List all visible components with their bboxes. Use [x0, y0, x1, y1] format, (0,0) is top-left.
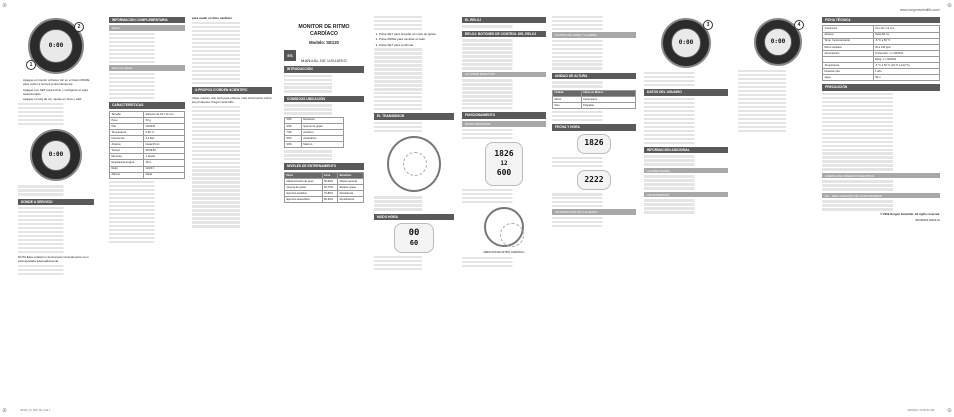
section-heading: UNIDAD DE ALTURA [552, 73, 636, 79]
manual-title: MONITOR DE RITMO CARDÍACO [298, 24, 350, 38]
column-7 [552, 14, 636, 403]
table-cell: 1 sesión [144, 154, 185, 160]
table-cell: Mejora general [338, 179, 364, 185]
table-cell: 30 m [873, 75, 939, 81]
table-cell: 70-80% [322, 191, 338, 197]
section-heading: INTRODUCCIÓN [284, 66, 364, 72]
table-cell: 60-70% [322, 185, 338, 191]
section-heading: CONSEJOS UBICACIÓN [284, 96, 364, 102]
table-header-cell: Altura en Metros [581, 90, 636, 96]
copyright: © 2009 Oregon Scientific. All rights reserved. [880, 211, 940, 216]
manual-model: Modelo: SE120 [309, 40, 339, 46]
table-cell: Transmisor: 1 x CR2032 [873, 50, 939, 56]
table-cell: 0-50 °C [144, 130, 185, 136]
table-cell: Temp. funcionamiento [823, 38, 874, 44]
table-cell: Duración pila [823, 69, 874, 75]
table-cell: 1 año [873, 69, 939, 75]
table-cell: Alcance [110, 142, 144, 148]
language-tab: ES [284, 50, 296, 61]
sub-heading: MODO PRINCIPAL [462, 121, 546, 127]
table-cell: Pies [553, 102, 582, 108]
section-heading: PRECAUCIÓN [822, 84, 940, 90]
table-row [823, 75, 940, 81]
table-cell: 30 a 240 ppm [873, 44, 939, 50]
table-cell: Agua [823, 75, 874, 81]
section-heading: DONDE A SERVICIO [18, 199, 94, 205]
sub-heading: Para completar [109, 65, 185, 71]
table-cell: Metro [553, 96, 582, 102]
manual-subtitle: MANUAL DE USUARIO [301, 57, 347, 63]
table-cell: 5,3 kHz [144, 136, 185, 142]
column-1 [18, 14, 94, 403]
table-cell: Reduce grasa [338, 185, 364, 191]
column-10 [822, 14, 940, 403]
illustration-caption: MEDICIÓN DE RITMO CARDÍACO [483, 251, 525, 255]
table-cell: Ritmo cardíaco [823, 44, 874, 50]
header-url: www.oregonscientific.com/ [900, 8, 940, 12]
print-timestamp: 2009/9/11 10:59:42 AM [907, 408, 934, 412]
sub-heading: ALCANCE EFECTIVO [462, 72, 546, 78]
table-cell: hasta 60 cm [144, 142, 185, 148]
registration-mark: ⊕ [2, 407, 8, 414]
table-cell: Máximo [301, 142, 343, 148]
table-cell: -5 °C a 50 °C [873, 38, 939, 44]
table-cell: Rendimiento [338, 197, 364, 203]
steps-list: 1. Pulse SET para acceder al modo de ajuste. 2. Pulse MODE para cambiar el valor. 3. Pulse SET para confirmar. [374, 32, 454, 47]
section-heading: A PROPOS D'ORDEN SCIENTIFIC [192, 87, 272, 93]
table-cell: Memoria [110, 154, 144, 160]
table-cell: CR2032 [144, 123, 185, 129]
registration-mark: ⊕ [946, 407, 952, 414]
section-heading: DATOS DEL USUARIO [644, 89, 728, 95]
chest-illustration [484, 207, 524, 247]
sub-heading: AJUSTE DE HORA Y ALARMA [552, 32, 636, 38]
units-table [552, 90, 636, 109]
section-heading: INFORMACIÓN ADICIONAL [644, 147, 728, 153]
lcd-display: 1826 [577, 134, 611, 154]
section-heading: FICHA TÉCNICA [822, 17, 940, 23]
table-cell: 80-90% [322, 197, 338, 203]
section-heading: EL RELOJ [462, 17, 546, 23]
table-header-cell: Zona [322, 172, 338, 178]
table-cell: Tamaño [110, 111, 144, 117]
table-row [110, 172, 185, 178]
table-cell: 41 x 29 x 12 mm [873, 26, 939, 32]
section-heading: MODO HORA [374, 214, 454, 220]
section-heading: FUNCIONAMIENTO [462, 112, 546, 118]
table-cell: -5 °C a 50 °C (23 °F a 122 °F) [873, 63, 939, 69]
specs-table [109, 111, 185, 179]
table-cell: Descanso [301, 117, 343, 123]
steps-list: • Apague el monitor al hacer clic en el botón MODE para volver a la hora (entrenamiento). • Apague con SET para borrar y configurar el valor seleccionado. • Apague el reloj de ver, ajuste en hora y salir. [18, 78, 94, 101]
zones-table [284, 117, 344, 148]
table-cell: Alcance [823, 32, 874, 38]
lcd-display: 1826 12 600 [485, 142, 523, 186]
table-cell: Mantenimiento de peso [285, 179, 323, 185]
table-cell: Temperatura [110, 130, 144, 136]
sub-heading: CRONÓMETRO [644, 192, 728, 198]
table-cell: Alarma [110, 172, 144, 178]
column-5 [374, 14, 454, 403]
table-cell: Resistencia [338, 191, 364, 197]
levels-table [284, 172, 364, 203]
section-heading: RELOJ: BOTONES DE CONTROL DEL RELOJ [462, 31, 546, 37]
section-heading: EL TRANSMISOR [374, 113, 454, 119]
registration-mark: ⊕ [2, 3, 8, 9]
table-cell: Ejercicio anaeróbico [285, 197, 323, 203]
table-cell: Resistencia al agua [110, 160, 144, 166]
column-8 [644, 14, 728, 403]
column-3 [192, 14, 272, 403]
table-cell: Quema de grasa [301, 123, 343, 129]
note: NOTA Esta unidad no funcionará correctamente si no está ajustada adecuadamente. [18, 254, 89, 263]
section-heading: INFORMACIÓN COMPLEMENTARIA [109, 17, 185, 23]
sub-heading: Sobre [109, 25, 185, 31]
watch-illustration: 0:00 3 [661, 18, 711, 68]
print-slug: SE120_M_SPA_R1.indd 1 [20, 408, 51, 412]
table-cell: 50 g [144, 117, 185, 123]
registration-mark: ⊕ [946, 3, 952, 9]
watch-illustration: 0:00 2 1 [28, 18, 84, 74]
table-cell: 12/24 h [144, 166, 185, 172]
table-row [553, 102, 636, 108]
sub-heading: INFORMACIÓN DE CALORÍAS [552, 209, 636, 215]
table-cell: Frecuencia [110, 136, 144, 142]
table-cell: Alimentación [823, 50, 874, 56]
column-4 [284, 14, 364, 403]
table-cell: 50% [285, 117, 302, 123]
table-cell: 60% [285, 123, 302, 129]
table-cell: Temperatura [823, 63, 874, 69]
lcd-display: 00 60 [394, 223, 434, 253]
section-heading: CARACTERÍSTICAS [109, 102, 185, 108]
table-cell: diaria [144, 172, 185, 178]
table-cell: hasta 60 cm [873, 32, 939, 38]
table-cell: Quema de grasa [285, 185, 323, 191]
sub-heading: EU - DECLARACIÓN DE CONFORMIDAD [822, 193, 940, 199]
table-header-cell: Unidad [553, 90, 582, 96]
table-header-cell: Beneficio [338, 172, 364, 178]
table-cell: Reloj [110, 166, 144, 172]
para-title: para medir el ritmo cardíaco [192, 16, 233, 20]
table-cell: 80% [285, 135, 302, 141]
table-cell: 99:59:59 [144, 148, 185, 154]
table-cell: 50-60% [322, 179, 338, 185]
table-cell: 70% [285, 129, 302, 135]
table-cell: Tiempo [110, 148, 144, 154]
watch-illustration: 0:00 [30, 129, 82, 181]
lcd-display: 2222 [577, 170, 611, 190]
column-9 [738, 14, 818, 403]
section-heading: NIVELES DE ENTRENAMIENTO [284, 163, 364, 169]
sub-heading: ACERCA DE OREGON SCIENTIFIC [822, 173, 940, 179]
table-cell: Peso [110, 117, 144, 123]
table-cell: Pulgadas [581, 102, 636, 108]
table-cell: Anaeróbico [301, 135, 343, 141]
specs-table [822, 25, 940, 81]
section-heading: FECHA Y HORA [552, 124, 636, 130]
paragraph: Visite nuestro sitio web para obtener más información sobre los productos Oregon Scientific. [192, 95, 272, 104]
table-cell: Transmisor [823, 26, 874, 32]
table-cell: Aeróbico [301, 129, 343, 135]
column-6 [462, 14, 546, 403]
chest-strap-illustration [387, 136, 441, 192]
table-cell: diametro de 45 x 14 mm [144, 111, 185, 117]
table-cell: 30 m [144, 160, 185, 166]
table-cell: Ejercicio aeróbico [285, 191, 323, 197]
table-cell: Reloj: 1 x CR2032 [873, 56, 939, 62]
table-cell: Centímetros [581, 96, 636, 102]
table-cell: Pila [110, 123, 144, 129]
table-header-cell: Nivel [285, 172, 323, 178]
part-number: 300100016-00024-10 [915, 218, 940, 222]
table-cell: 90% [285, 142, 302, 148]
column-2 [109, 14, 185, 403]
table-row [285, 142, 344, 148]
watch-illustration: 0:00 4 [754, 18, 802, 66]
sub-heading: ALARMA DIARIA [644, 168, 728, 174]
table-row [285, 197, 364, 203]
